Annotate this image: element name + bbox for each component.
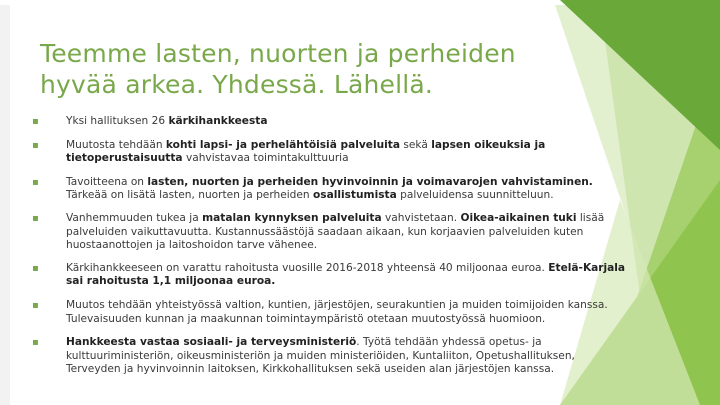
- bullet-text: vahvistetaan.: [381, 211, 461, 224]
- bullet-item: [32, 115, 632, 129]
- bullet-text-bold: lapsen oikeuksia ja tietoperustaisuutta: [66, 138, 546, 165]
- slide-title: [40, 38, 560, 100]
- bullet-item: [32, 299, 632, 326]
- bullet-text: Kärkihankkeeseen on varattu rahoitusta vuosille 2016-2018 yhteensä 40 miljoonaa euroa.: [66, 261, 549, 274]
- bullet-text-bold: lasten, nuorten ja perheiden hyvinvoinnin ja voimavarojen vahvistaminen.: [147, 175, 593, 188]
- bullet-text-bold: osallistumista: [313, 189, 397, 202]
- title-line-1: Teemme lasten, nuorten ja perheiden: [40, 39, 516, 68]
- bullet-text: Muutosta tehdään: [66, 138, 166, 151]
- bullet-item: [32, 262, 632, 289]
- bullet-list: [32, 115, 632, 377]
- bullet-text: vahvistavaa toimintakulttuuria: [182, 152, 349, 165]
- bullet-text-bold: Hankkeesta vastaa sosiaali- ja terveysministeriö: [66, 336, 357, 349]
- bullet-text: sekä: [400, 138, 432, 151]
- bullet-item: [32, 139, 632, 166]
- bullet-text: lisää palveluiden vaikuttavuutta. Kustannussäästöjä saadaan aikaan, kun korjaavien palveluiden kuten huostaanottojen ja laitoshoidon tarve vähenee.: [66, 211, 605, 252]
- bullet-text: Muutos tehdään yhteistyössä valtion, kuntien, järjestöjen, seurakuntien ja muiden toimijoiden kanssa. Tulevaisuuden kunnan ja maakunnan toimintaympäristö otetaan muutostyössä huomioon.: [66, 298, 608, 325]
- bullet-text-bold: Etelä-Karjala sai rahoitusta 1,1 miljoonaa euroa.: [66, 261, 626, 288]
- bullet-item: [32, 336, 632, 377]
- bullet-item: [32, 176, 632, 203]
- bullet-text-bold: matalan kynnyksen palveluita: [202, 211, 382, 224]
- bullet-text: . Työtä tehdään yhdessä opetus- ja kulttuuriministeriön, oikeusministeriön ja muiden ministeriöiden, Kuntaliiton, Opetushallituksen, Terveyden ja hyvinvoinnin laitoksen, Kirkkohallituksen sekä useiden alan järjestöjen kanssa.: [66, 336, 575, 376]
- bullet-text: Vanhemmuuden tukea ja: [66, 211, 203, 224]
- bullet-text: Yksi hallituksen 26: [66, 115, 169, 127]
- bullet-text: palveluidensa suunnitteluun.: [396, 189, 554, 202]
- bullet-text-bold: kohti lapsi- ja perhelähtöisiä palveluita: [165, 138, 400, 151]
- bullet-text: Tärkeää on lisätä lasten, nuorten ja perheiden: [66, 189, 313, 202]
- bullet-text: Tavoitteena on: [66, 175, 148, 188]
- left-fade-band: [0, 5, 10, 405]
- bullet-text-bold: kärkihankkeesta: [168, 115, 268, 127]
- title-line-2: hyvää arkea. Yhdessä. Lähellä.: [40, 70, 434, 99]
- bullet-item: [32, 212, 632, 253]
- bullet-text-bold: Oikea-aikainen tuki: [460, 211, 577, 224]
